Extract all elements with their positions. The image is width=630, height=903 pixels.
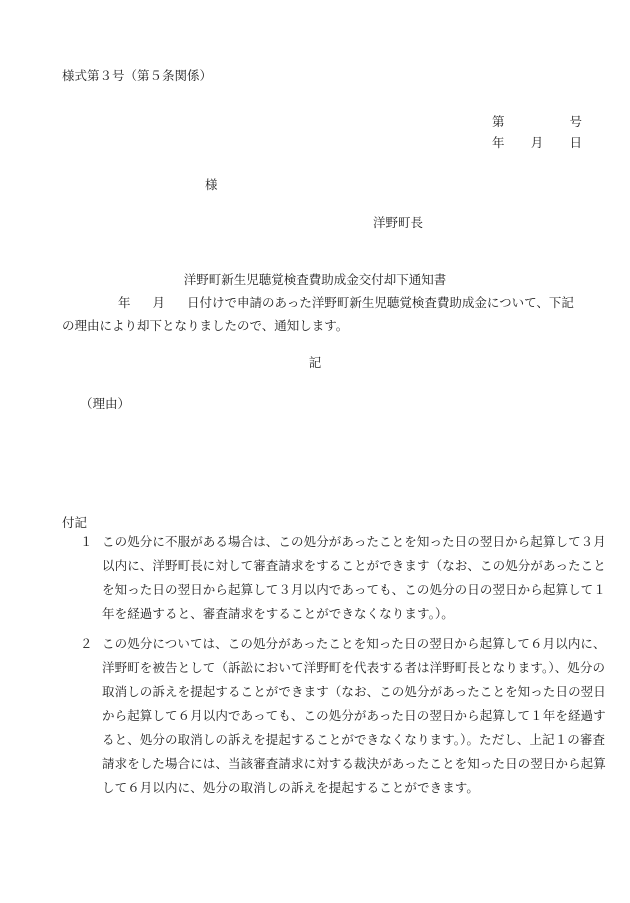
- annex-note: [80, 530, 607, 626]
- date-year: 年: [492, 135, 505, 150]
- document-number-line: [492, 112, 582, 130]
- date-day: 日: [569, 135, 582, 150]
- ki-heading: 記: [308, 355, 322, 370]
- issuer: 洋野町長: [373, 215, 424, 230]
- body-paragraph: [62, 291, 584, 337]
- note-text: この処分に不服がある場合は、この処分があったことを知った日の翌日から起算して３月以内に、洋野町長に対して審査請求をすることができます（なお、この処分があったことを知った日の翌日から起算して３月以内であっても、この処分の日の翌日から起算して１年を経過すると、審査請求をすることができなくなります。）。: [102, 534, 606, 621]
- addressee: 様: [205, 177, 218, 192]
- body-month: 月: [152, 295, 166, 310]
- form-label: 様式第３号（第５条関係）: [62, 68, 213, 83]
- note-text: この処分については、この処分があったことを知った日の翌日から起算して６月以内に、洋野町を被告として（訴訟において洋野町を代表する者は洋野町長となります。）、処分の取消しの訴えを提起することができます（なお、この処分があったことを知った日の翌日から起算して６月以内であっても、この処分があった日の翌日から起算して１年を経過すると、処分の取消しの訴えを提起することができなくなります。）。ただし、上記１の審査請求をした場合には、当該審査請求に対する裁決があったことを知った日の翌日から起算して６月以内に、処分の取消しの訴えを提起することができます。: [102, 636, 606, 795]
- annex-note: [80, 632, 607, 800]
- number-prefix: 第: [492, 114, 505, 129]
- note-number: １: [80, 534, 93, 549]
- reason-label: （理由）: [80, 396, 131, 411]
- date-month: 月: [530, 135, 544, 150]
- body-text: 日付けで申請のあった洋野町新生児聴覚検査費助成金について、下記の理由により却下となりましたので、通知します。: [62, 295, 574, 333]
- document-title: 洋野町新生児聴覚検査費助成金交付却下通知書: [183, 272, 447, 287]
- date-line: [492, 133, 582, 151]
- number-suffix: 号: [569, 114, 582, 129]
- note-number: ２: [80, 636, 93, 651]
- body-year: 年: [118, 295, 131, 310]
- annex-title: 付記: [62, 515, 88, 530]
